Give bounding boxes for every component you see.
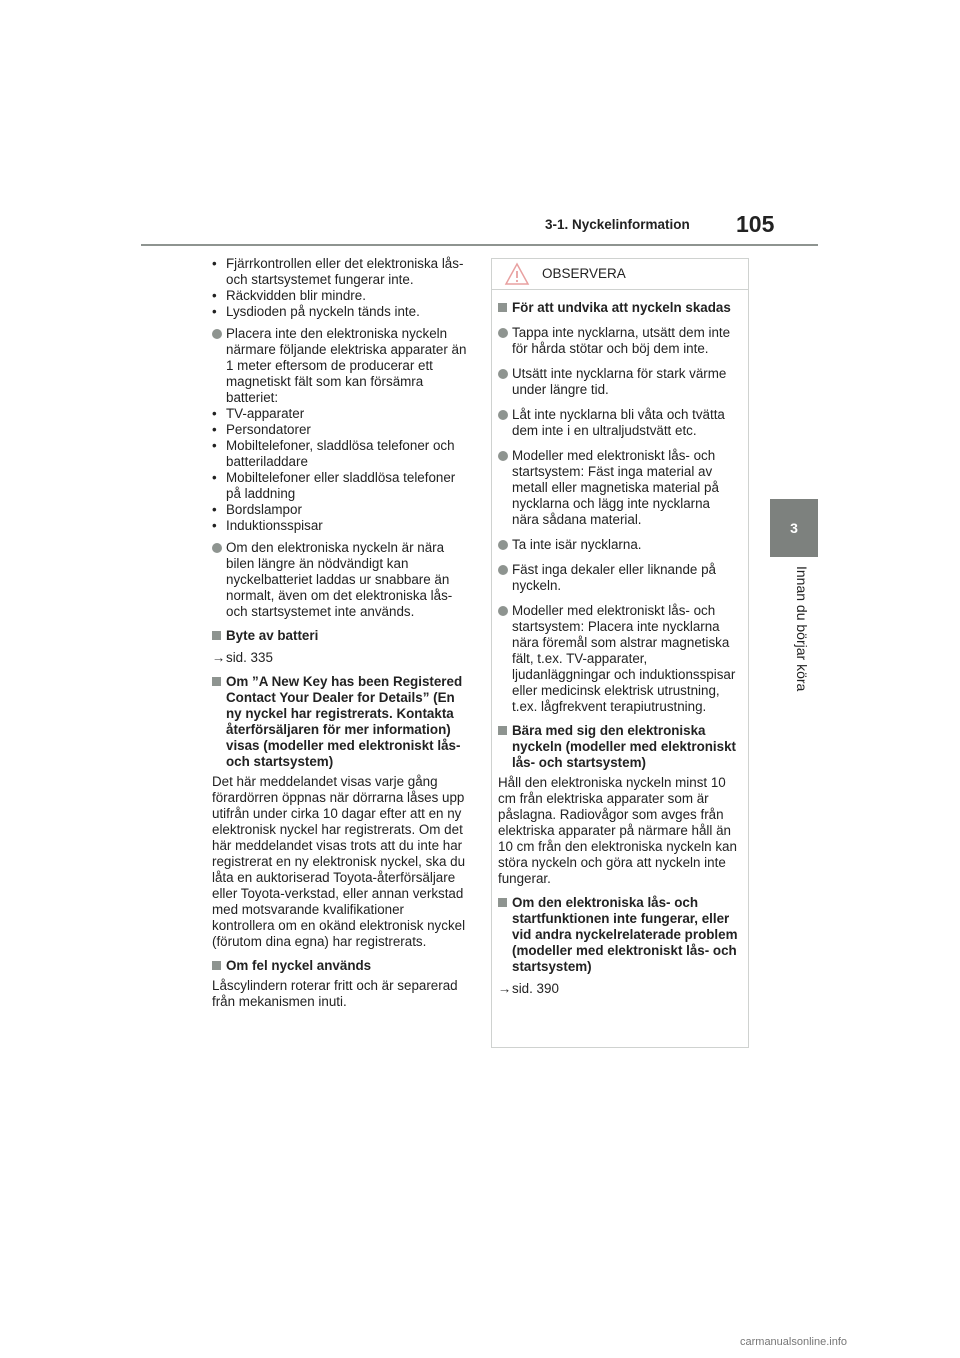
point-item [498,325,740,357]
bullet-dot-icon [498,540,508,550]
chapter-tab [770,499,818,557]
point-text: Modeller med elektroniskt lås- och startsystem: Fäst inga material av metall eller magnetiska material på nycklarna och lägg inte nycklarna nära sådana material. [512,448,719,527]
page-reference[interactable] [212,650,470,666]
bullet-item: • Räckvidden blir mindre. [212,288,470,304]
bullet-dot-icon [498,565,508,575]
watermark: carmanualsonline.info [740,1336,848,1348]
subheading [212,674,470,770]
point-item [498,366,740,398]
square-bullet-icon [498,303,507,312]
bullet-dot-icon [498,606,508,616]
bullet-dot-icon [498,410,508,420]
point-text: Låt inte nycklarna bli våta och tvätta dem inte i en ultraljudstvätt etc. [512,407,725,438]
bullet-item: • Mobiltelefoner eller sladdlösa telefoner på laddning [212,470,470,502]
subheading-text: Om ”A New Key has been Registered Contact Your Dealer for Details” (En ny nyckel har registrerats. Kontakta återförsäljaren för mer information) visas (modeller med elektroniskt lås- och startsystem) [226,674,463,769]
subheading-text: För att undvika att nyckeln skadas [512,300,731,315]
bullet-dot-icon [212,543,222,553]
subheading [498,895,740,975]
point-item [212,540,470,620]
notice-body [492,290,748,997]
bullet-item: • Lysdioden på nyckeln tänds inte. [212,304,470,320]
notice-header [492,259,748,290]
arrow-right-icon: → [212,650,226,665]
reference-text: sid. 390 [512,981,559,996]
point-item [498,562,740,594]
square-bullet-icon [212,961,221,970]
point-item [498,448,740,528]
subheading [498,300,740,316]
body-paragraph: Det här meddelandet visas varje gång förardörren öppnas när dörrarna låses upp utifrån under cirka 10 dagar efter att en ny elektronisk nyckel har registrerats. Om det här meddelandet visas trots att du inte har registrerat en ny elektronisk nyckel, ska du låta en auktoriserad Toyota-återförsäljare eller Toyota-verkstad, eller annan verkstad med motsvarande kvalifikationer kontrollera om en okänd elektronisk nyckel (förutom dina egna) har registrerats. [212,774,466,949]
page-reference[interactable] [498,981,740,997]
chapter-title: Innan du börjar köra [794,566,810,692]
subheading [212,958,470,974]
reference-text: sid. 335 [226,650,273,665]
square-bullet-icon [498,726,507,735]
bullet-dot-icon [498,328,508,338]
point-text: Om den elektroniska nyckeln är nära bilen längre än nödvändigt kan nyckelbatteriet laddas ur snabbare än normalt, även om det elektroniska lås- och startsystemet inte används. [226,540,453,619]
bullet-dot-icon [498,451,508,461]
point-text: Modeller med elektroniskt lås- och startsystem: Placera inte nycklarna nära föremål som alstrar magnetiska fält, t.ex. TV-apparater, ljudanläggningar och induktionsspisar eller medicinsk elektrisk utrustning, t.ex. lågfrekvent terapiutrustning. [512,603,736,714]
square-bullet-icon [498,898,507,907]
notice-box [491,258,749,1048]
subheading [212,628,470,644]
body-paragraph: Håll den elektroniska nyckeln minst 10 cm från elektriska apparater som är påslagna. Radiovågor som avges från elektriska apparater på närmare håll än 10 cm från den elektroniska nyckeln kan störa nyckeln och göra att nyckeln inte fungerar. [498,775,737,886]
bullet-item: • Persondatorer [212,422,470,438]
notice-title: OBSERVERA [542,266,626,281]
point-text: Placera inte den elektroniska nyckeln närmare följande elektriska apparater än 1 meter eftersom de producerar ett magnetiskt fält som kan försämra batteriet: [226,326,467,405]
subheading-text: Bära med sig den elektroniska nyckeln (modeller med elektroniskt lås- och startsystem) [512,723,736,770]
bullet-dot-icon [212,329,222,339]
subheading-text: Byte av batteri [226,628,319,643]
point-item [498,603,740,715]
chapter-number: 3 [790,520,798,536]
page-number: 105 [736,211,775,237]
bullet-item: • Bordslampor [212,502,470,518]
point-text: Tappa inte nycklarna, utsätt dem inte för hårda stötar och böj dem inte. [512,325,731,356]
square-bullet-icon [212,677,221,686]
point-text: Fäst inga dekaler eller liknande på nyckeln. [512,562,716,593]
subheading-text: Om den elektroniska lås- och startfunktionen inte fungerar, eller vid andra nyckelrelaterade problem (modeller med elektroniskt lås- och startsystem) [512,895,738,974]
subheading [498,723,740,771]
point-item [498,537,740,553]
point-item [498,407,740,439]
section-title: 3-1. Nyckelinformation [545,217,690,232]
body-paragraph: Låscylindern roterar fritt och är separerad från mekanismen inuti. [212,978,458,1009]
point-text: Ta inte isär nycklarna. [512,537,642,552]
point-text: Utsätt inte nycklarna för stark värme under längre tid. [512,366,727,397]
bullet-dot-icon [498,369,508,379]
square-bullet-icon [212,631,221,640]
bullet-item: • Fjärrkontrollen eller det elektroniska lås- och startsystemet fungerar inte. [212,256,470,288]
bullet-item: • TV-apparater [212,406,470,422]
header-divider [141,244,818,246]
bullet-item: • Mobiltelefoner, sladdlösa telefoner och batteriladdare [212,438,470,470]
subheading-text: Om fel nyckel används [226,958,372,973]
warning-icon [504,262,530,286]
point-item [212,326,470,534]
arrow-right-icon: → [498,981,512,996]
left-column [212,256,470,1010]
bullet-item: • Induktionsspisar [212,518,470,534]
